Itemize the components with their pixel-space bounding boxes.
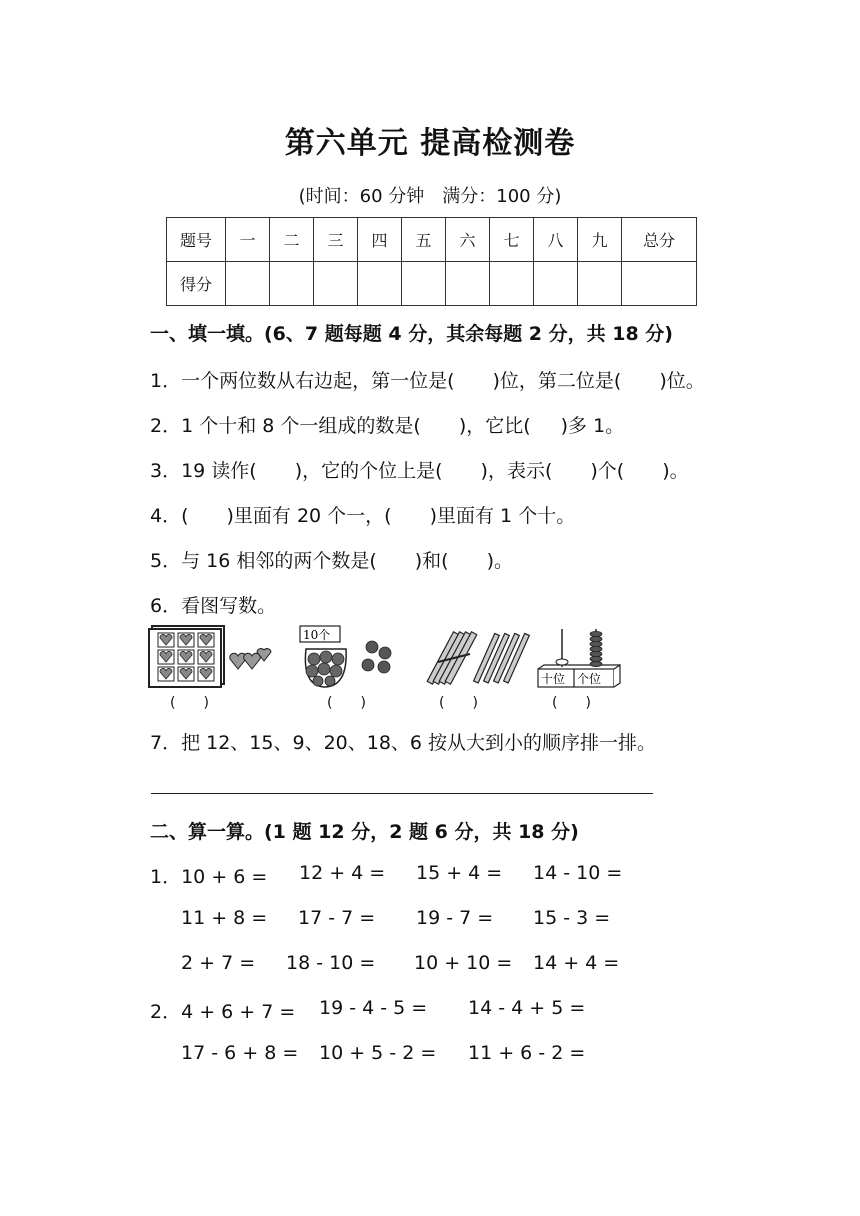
question-text: )，表示( [480, 460, 553, 482]
question-text: 3．19 读作( [150, 460, 257, 482]
question-text: 2．1 个十和 8 个一组成的数是( [150, 415, 421, 437]
score-table-cell: 总分 [622, 218, 697, 262]
score-entry-cell[interactable] [402, 262, 446, 306]
calc-item: 14 + 4 = [533, 952, 620, 974]
question-text: )位，第二位是( [492, 370, 622, 392]
score-entry-cell[interactable] [578, 262, 622, 306]
loose-hearts-picture [228, 647, 272, 673]
question-text: )，它的个位上是( [294, 460, 443, 482]
picture-answer-blank-3[interactable]: ( ) [439, 695, 478, 711]
question-text: )多 1。 [560, 415, 625, 437]
score-table-cell: 五 [402, 218, 446, 262]
question-text: 4．( [150, 505, 189, 527]
hearts-box-picture [148, 624, 228, 690]
score-entry-cell[interactable] [490, 262, 534, 306]
score-entry-cell[interactable] [226, 262, 270, 306]
score-table-cell: 九 [578, 218, 622, 262]
section-heading-2: 二、算一算。(1 题 12 分，2 题 6 分，共 18 分) [150, 821, 579, 843]
calc-item: 17 - 7 = [298, 907, 376, 929]
picture-answer-blank-4[interactable]: ( ) [552, 695, 591, 711]
question-1 [150, 366, 705, 393]
score-table-score-row [167, 262, 697, 306]
picture-answer-blank-2[interactable]: ( ) [327, 695, 366, 711]
score-table [166, 217, 697, 306]
calc-item: 14 - 4 + 5 = [468, 997, 586, 1019]
bag-label: 10个 [303, 628, 331, 642]
question-5 [150, 546, 513, 573]
section-heading-1: 一、填一填。(6、7 题每题 4 分，其余每题 2 分，共 18 分) [150, 323, 673, 345]
score-entry-cell[interactable] [270, 262, 314, 306]
picture-answer-blank-1[interactable]: ( ) [170, 695, 209, 711]
exam-info: (时间：60 分钟 满分：100 分) [298, 186, 562, 207]
question-6: 6．看图写数。 [150, 595, 277, 617]
score-table-cell: 七 [490, 218, 534, 262]
page-title: 第六单元 提高检测卷 [284, 126, 576, 161]
score-table-cell: 三 [314, 218, 358, 262]
ones-place-label: 个位 [577, 672, 602, 686]
calc-item: 18 - 10 = [286, 952, 376, 974]
score-entry-cell[interactable] [446, 262, 490, 306]
question-text: 5．与 16 相邻的两个数是( [150, 550, 377, 572]
score-table-cell: 四 [358, 218, 402, 262]
question-7: 7．把 12、15、9、20、18、6 按从大到小的顺序排一排。 [150, 732, 657, 754]
question-text: )。 [486, 550, 514, 572]
calc-item: 1．10 + 6 = [150, 866, 268, 888]
score-table-cell: 一 [226, 218, 270, 262]
question-2 [150, 411, 624, 438]
question-4 [150, 501, 575, 528]
score-table-cell: 六 [446, 218, 490, 262]
question-3 [150, 456, 689, 483]
score-entry-cell[interactable] [358, 262, 402, 306]
bag-picture [298, 625, 398, 691]
question-text: )，它比( [458, 415, 531, 437]
question-text: )和( [414, 550, 449, 572]
question-text: )位。 [659, 370, 705, 392]
score-table-cell: 二 [270, 218, 314, 262]
question-text: )。 [662, 460, 689, 482]
question-text: )个( [590, 460, 625, 482]
question-text: 1．一个两位数从右边起，第一位是( [150, 370, 455, 392]
calc-item: 10 + 10 = [414, 952, 513, 974]
calc-item: 11 + 6 - 2 = [468, 1042, 586, 1064]
question-text: )里面有 1 个十。 [429, 505, 576, 527]
calc-item: 19 - 4 - 5 = [319, 997, 428, 1019]
calc-item: 11 + 8 = [181, 907, 268, 929]
score-table-cell: 八 [534, 218, 578, 262]
sticks-bundle-picture [424, 628, 524, 690]
calc-item: 15 + 4 = [416, 862, 503, 884]
abacus-picture [536, 625, 622, 691]
calc-item: 12 + 4 = [299, 862, 386, 884]
calc-item: 10 + 5 - 2 = [319, 1042, 437, 1064]
calc-item: 2．4 + 6 + 7 = [150, 1001, 296, 1023]
score-table-header-row [167, 218, 697, 262]
score-entry-cell[interactable] [622, 262, 697, 306]
calc-item: 19 - 7 = [416, 907, 494, 929]
score-table-cell: 题号 [167, 218, 226, 262]
tens-place-label: 十位 [541, 672, 566, 686]
calc-item: 15 - 3 = [533, 907, 611, 929]
answer-line[interactable] [151, 793, 653, 794]
score-entry-cell[interactable] [534, 262, 578, 306]
calc-item: 14 - 10 = [533, 862, 623, 884]
score-table-cell: 得分 [167, 262, 226, 306]
question-text: )里面有 20 个一，( [226, 505, 392, 527]
calc-item: 17 - 6 + 8 = [181, 1042, 299, 1064]
score-entry-cell[interactable] [314, 262, 358, 306]
calc-item: 2 + 7 = [181, 952, 256, 974]
